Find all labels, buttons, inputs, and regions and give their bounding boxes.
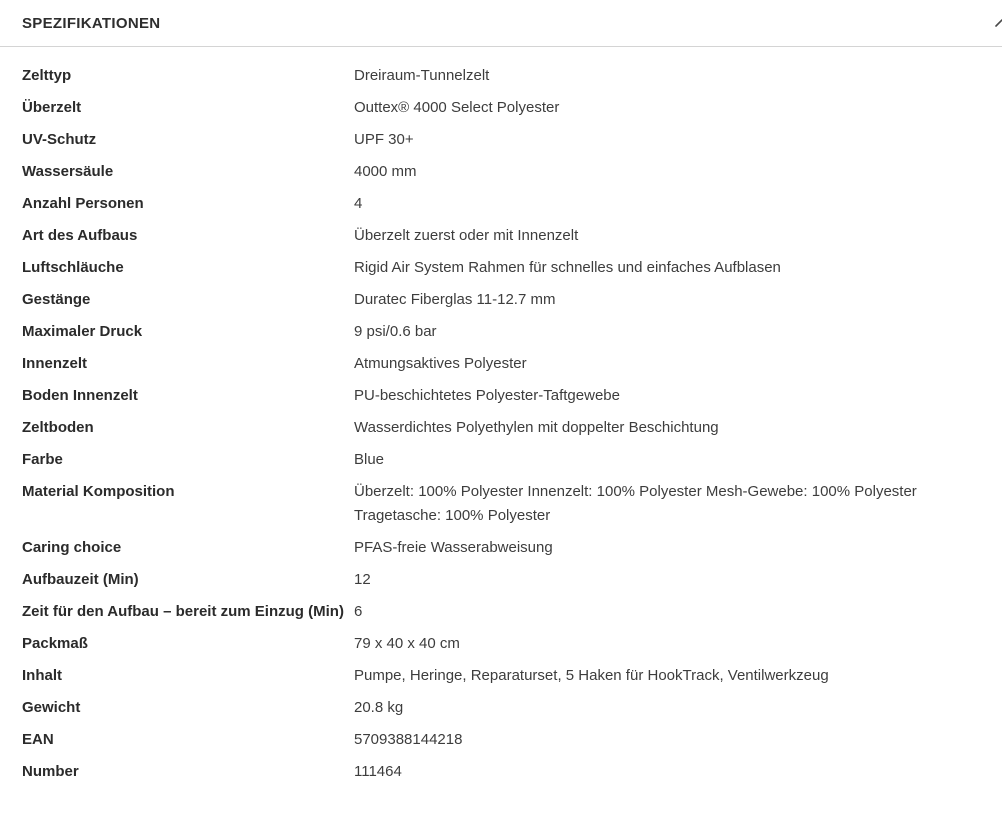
spec-value: 9 psi/0.6 bar (354, 323, 437, 340)
spec-row (22, 224, 989, 248)
spec-label: Farbe (22, 451, 63, 468)
spec-row (22, 568, 989, 592)
spec-label: Luftschläuche (22, 259, 124, 276)
spec-label: Überzelt (22, 99, 82, 116)
spec-label: Zeit für den Aufbau – bereit zum Einzug (Min) (22, 603, 344, 620)
spec-label: Innenzelt (22, 355, 88, 372)
spec-value: Duratec Fiberglas 11-12.7 mm (354, 291, 556, 308)
spec-row (22, 128, 989, 152)
spec-value: 111464 (354, 763, 402, 780)
spec-value: Blue (354, 451, 385, 468)
spec-label: Art des Aufbaus (22, 227, 138, 244)
spec-label: Packmaß (22, 635, 88, 652)
spec-label: Gestänge (22, 291, 91, 308)
spec-value: UPF 30+ (354, 131, 414, 148)
spec-value: Überzelt: 100% Polyester Innenzelt: 100% Polyester Mesh-Gewebe: 100% Polyester Tragetasche: 100% Polyester (354, 483, 917, 524)
spec-value: Überzelt zuerst oder mit Innenzelt (354, 227, 579, 244)
spec-row (22, 384, 989, 408)
spec-label: Material Komposition (22, 483, 175, 500)
spec-value: 6 (354, 603, 363, 620)
spec-value: 20.8 kg (354, 699, 404, 716)
spec-value: Dreiraum-Tunnelzelt (354, 67, 490, 84)
spec-row (22, 352, 989, 376)
spec-label: Wassersäule (22, 163, 114, 180)
spec-row (22, 664, 989, 688)
spec-label: Boden Innenzelt (22, 387, 138, 404)
spec-row (22, 536, 989, 560)
spec-value: 12 (354, 571, 371, 588)
spec-value: Outtex® 4000 Select Polyester (354, 99, 560, 116)
spec-label: EAN (22, 731, 54, 748)
spec-value: PU-beschichtetes Polyester-Taftgewebe (354, 387, 620, 404)
spec-label: Maximaler Druck (22, 323, 143, 340)
spec-row (22, 600, 989, 624)
chevron-up-icon[interactable] (993, 14, 1002, 32)
spec-label: Inhalt (22, 667, 62, 684)
specifications-title: SPEZIFIKATIONEN (22, 14, 161, 32)
spec-row (22, 632, 989, 656)
spec-value: 4000 mm (354, 163, 417, 180)
spec-row (22, 320, 989, 344)
spec-row (22, 416, 989, 440)
spec-value: Atmungsaktives Polyester (354, 355, 527, 372)
spec-row (22, 64, 989, 88)
spec-row (22, 728, 989, 752)
spec-value: Pumpe, Heringe, Reparaturset, 5 Haken für HookTrack, Ventilwerkzeug (354, 667, 829, 684)
spec-value: PFAS-freie Wasserabweisung (354, 539, 553, 556)
spec-value: 4 (354, 195, 363, 212)
specifications-accordion-header[interactable] (0, 0, 1002, 47)
spec-row (22, 288, 989, 312)
spec-row (22, 160, 989, 184)
spec-value: 5709388144218 (354, 731, 463, 748)
spec-row (22, 256, 989, 280)
spec-label: Number (22, 763, 79, 780)
spec-row (22, 480, 989, 528)
spec-row (22, 96, 989, 120)
spec-row (22, 192, 989, 216)
spec-label: Gewicht (22, 699, 81, 716)
spec-label: Aufbauzeit (Min) (22, 571, 139, 588)
spec-value: Wasserdichtes Polyethylen mit doppelter Beschichtung (354, 419, 719, 436)
spec-label: Caring choice (22, 539, 122, 556)
spec-row (22, 760, 989, 784)
spec-value: 79 x 40 x 40 cm (354, 635, 460, 652)
specifications-table (0, 47, 1002, 784)
spec-label: UV-Schutz (22, 131, 97, 148)
spec-row (22, 696, 989, 720)
spec-value: Rigid Air System Rahmen für schnelles und einfaches Aufblasen (354, 259, 781, 276)
spec-row (22, 448, 989, 472)
spec-label: Anzahl Personen (22, 195, 144, 212)
spec-label: Zelttyp (22, 67, 72, 84)
spec-label: Zeltboden (22, 419, 94, 436)
